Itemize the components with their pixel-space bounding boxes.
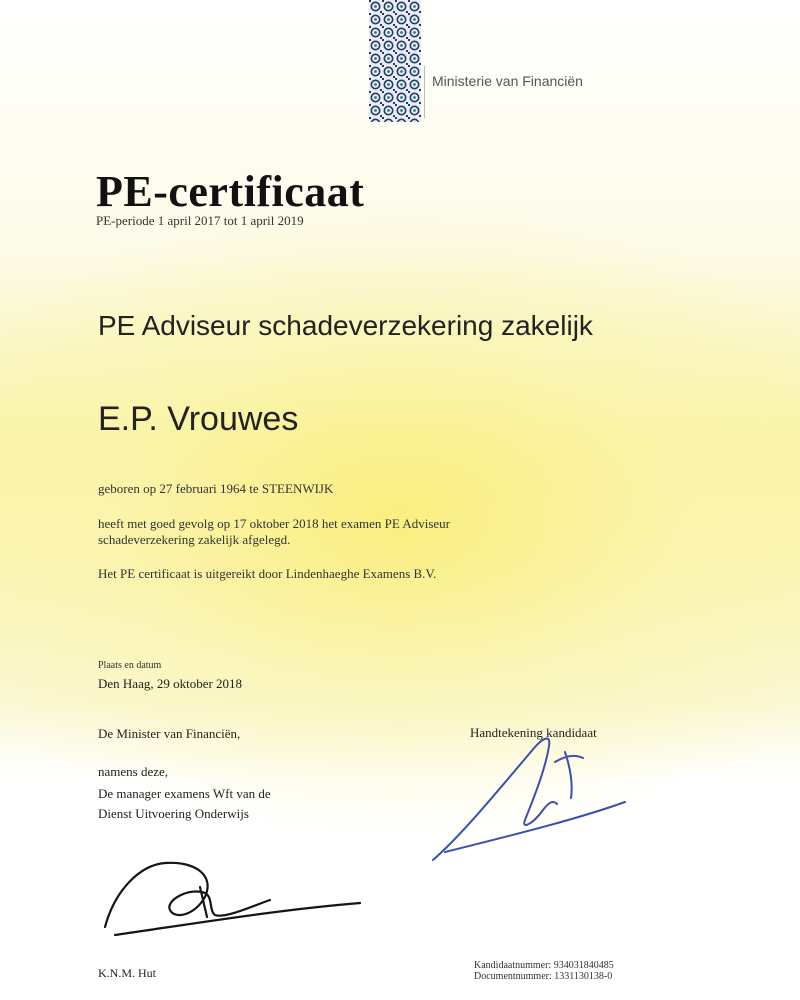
place-date-value: Den Haag, 29 oktober 2018 bbox=[98, 676, 243, 691]
candidate-name: E.P. Vrouwes bbox=[98, 400, 299, 438]
candidate-number: Kandidaatnummer: 934031840485 bbox=[474, 960, 614, 971]
certificate-title: PE-certificaat bbox=[96, 167, 365, 216]
exam-name: PE Adviseur schadeverzekering zakelijk bbox=[98, 310, 593, 341]
candidate-signature bbox=[425, 712, 655, 872]
birth-statement: geboren op 27 februari 1964 te STEENWIJK bbox=[98, 481, 334, 496]
minister-line: De Minister van Financiën, bbox=[98, 726, 241, 741]
signatory-name: K.N.M. Hut bbox=[98, 966, 157, 980]
exam-passed-statement: heeft met goed gevolg op 17 oktober 2018 het examen PE Adviseur schadeverzekering zakelijk afgelegd. bbox=[98, 516, 451, 547]
ministry-name: Ministerie van Financiën bbox=[432, 73, 583, 89]
manager-line-1: De manager examens Wft van de bbox=[98, 786, 271, 801]
candidate-signature-label: Handtekening kandidaat bbox=[470, 725, 597, 740]
manager-line-2: Dienst Uitvoering Onderwijs bbox=[98, 806, 249, 821]
on-behalf-line: namens deze, bbox=[98, 764, 169, 779]
document-numbers bbox=[474, 960, 614, 982]
ministry-emblem-icon bbox=[369, 0, 421, 122]
official-signature bbox=[95, 845, 375, 945]
issued-by-statement: Het PE certificaat is uitgereikt door Lindenhaeghe Examens B.V. bbox=[98, 566, 437, 581]
document-number: Documentnummer: 1331130138-0 bbox=[474, 971, 613, 982]
certificate-period: PE-periode 1 april 2017 tot 1 april 2019 bbox=[96, 213, 304, 228]
place-date-label: Plaats en datum bbox=[98, 660, 162, 671]
ministry-divider bbox=[424, 66, 425, 118]
